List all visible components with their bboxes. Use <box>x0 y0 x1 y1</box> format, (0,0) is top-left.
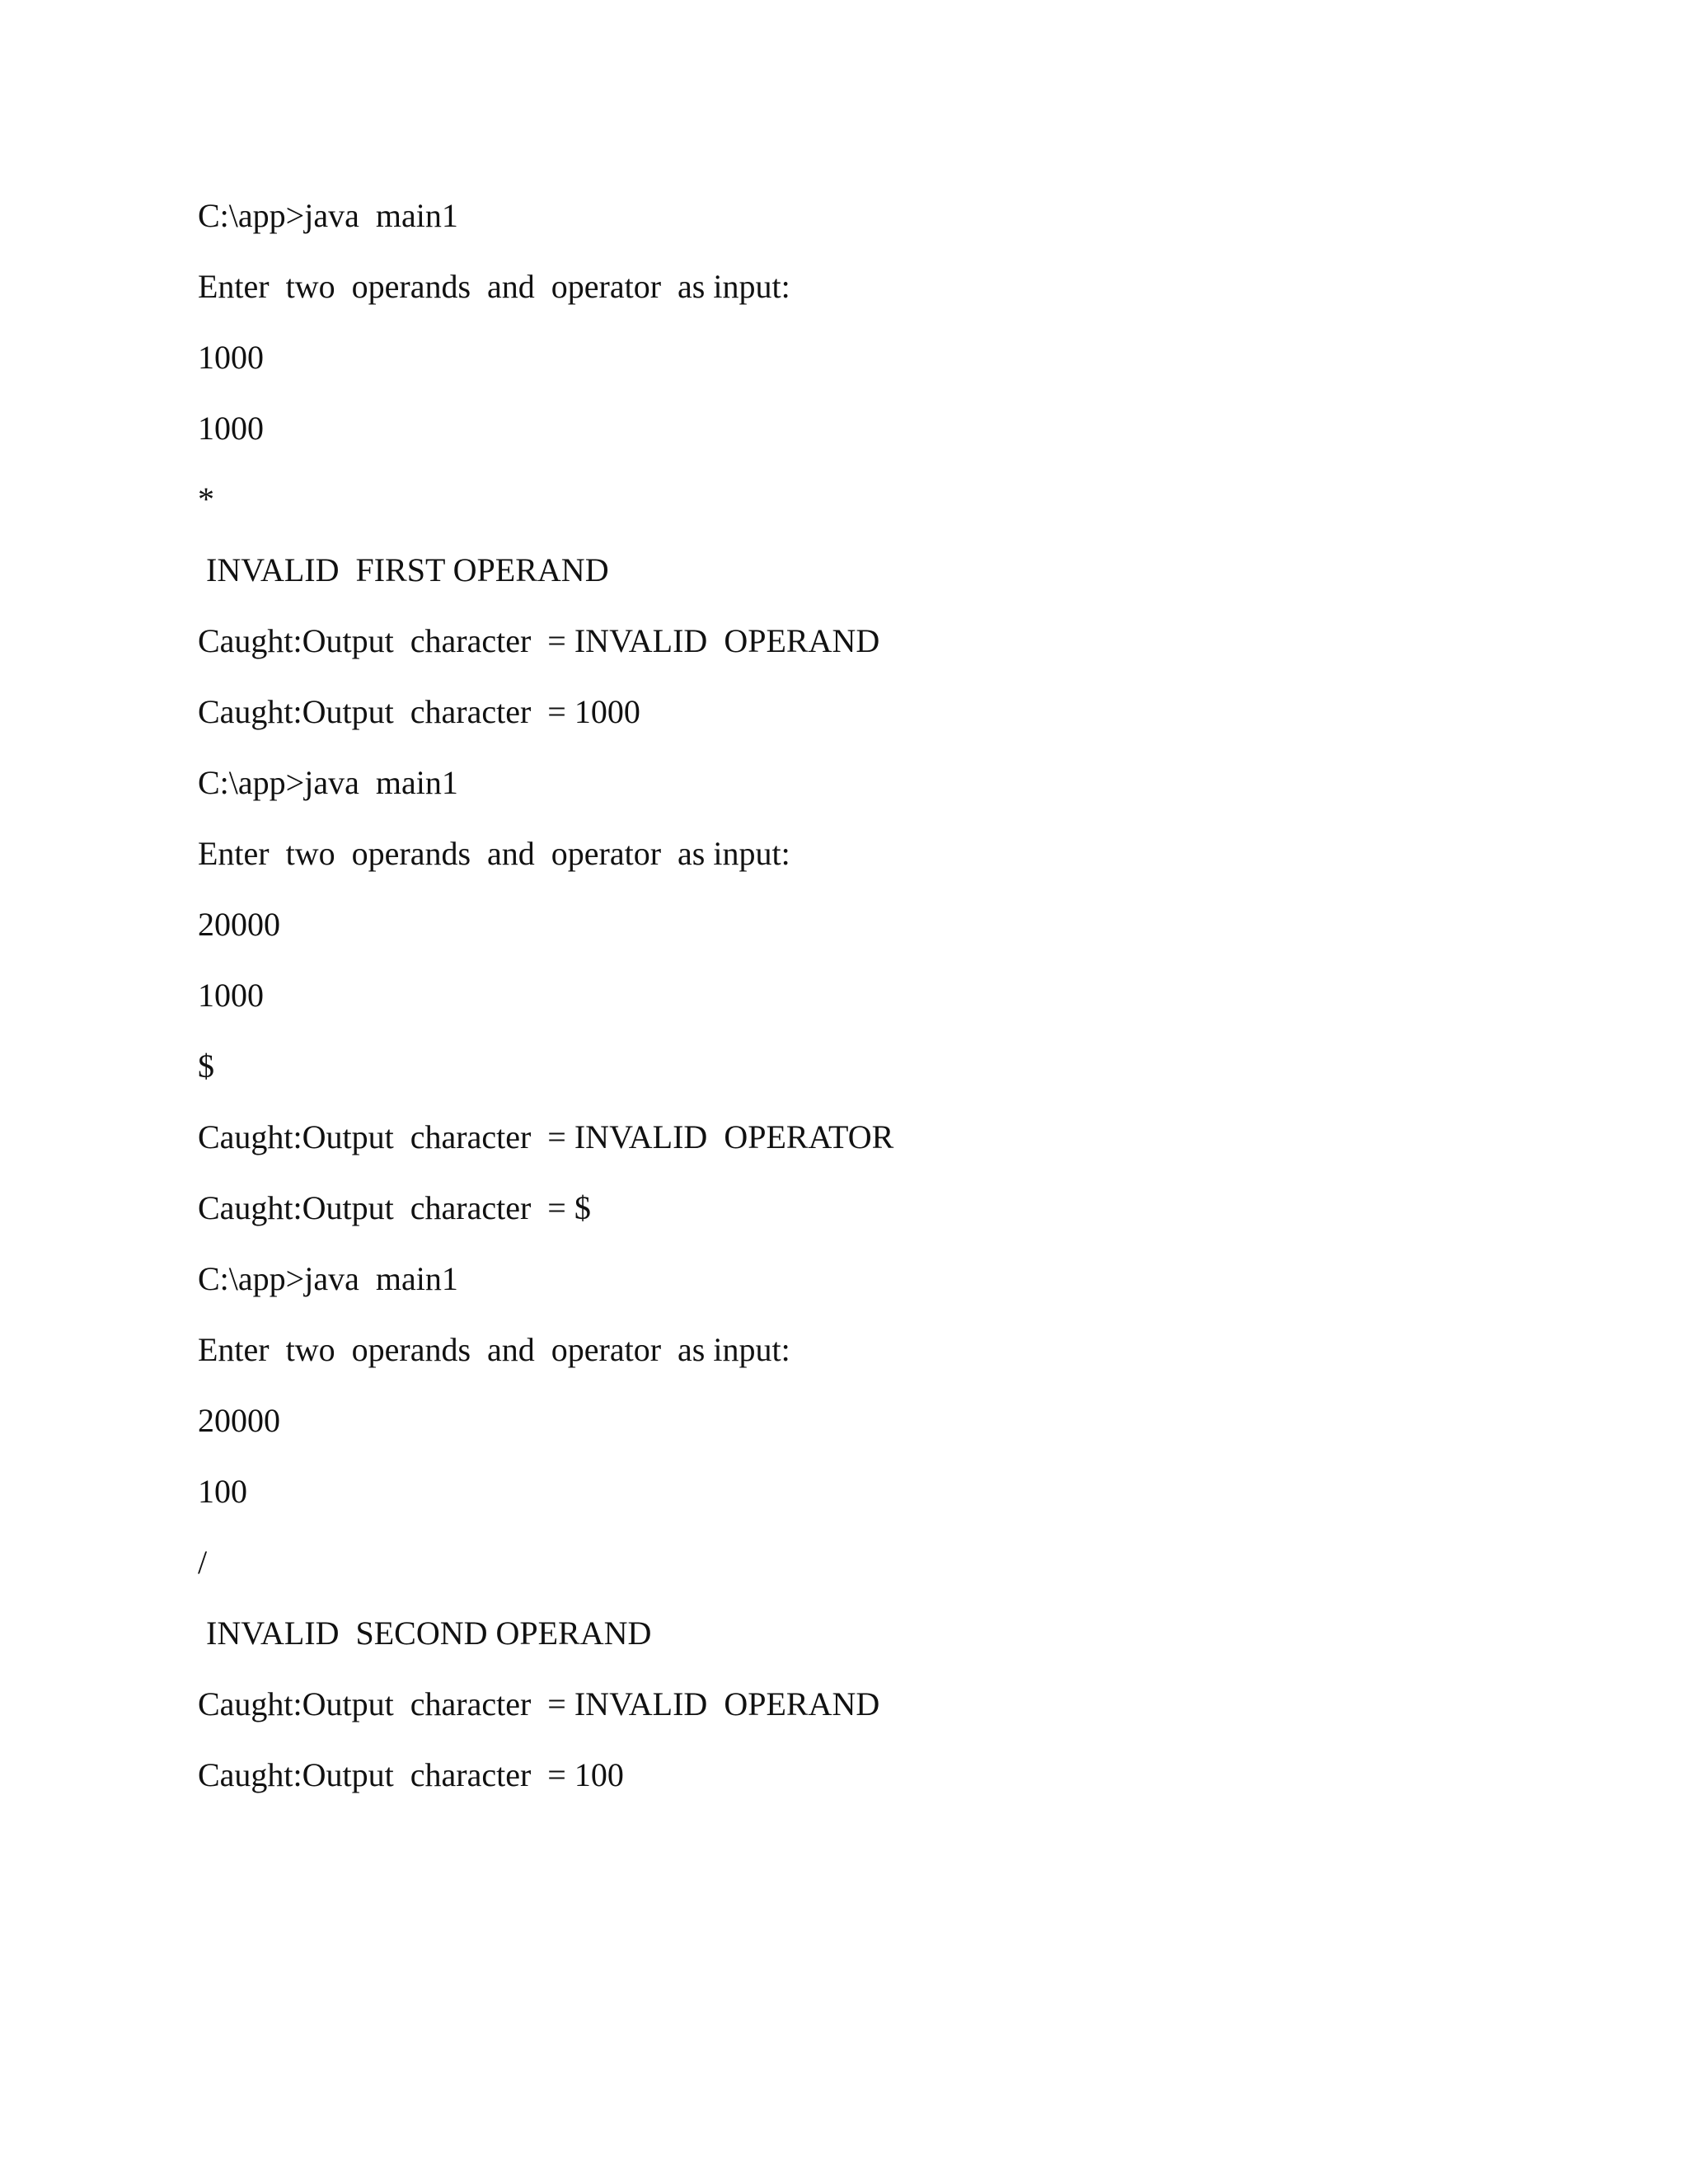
command-line: C:\app>java main1 <box>198 1260 458 1297</box>
prompt-line: Enter two operands and operator as input: <box>198 1331 790 1368</box>
input-line: * <box>198 480 214 518</box>
input-line: 1000 <box>198 410 264 447</box>
error-line: INVALID FIRST OPERAND <box>198 551 609 588</box>
prompt-line: Enter two operands and operator as input: <box>198 268 790 305</box>
input-line: 1000 <box>198 977 264 1014</box>
output-line: Caught:Output character = INVALID OPERATOR <box>198 1118 894 1155</box>
input-line: $ <box>198 1047 214 1085</box>
input-line: 20000 <box>198 906 280 943</box>
command-line: C:\app>java main1 <box>198 197 458 234</box>
input-line: / <box>198 1544 208 1581</box>
output-line: Caught:Output character = INVALID OPERAND <box>198 622 880 659</box>
output-line: Caught:Output character = $ <box>198 1189 591 1226</box>
output-line: Caught:Output character = 100 <box>198 1756 624 1793</box>
command-line: C:\app>java main1 <box>198 764 458 801</box>
error-line: INVALID SECOND OPERAND <box>198 1615 652 1652</box>
console-transcript <box>198 192 893 1822</box>
output-line: Caught:Output character = 1000 <box>198 693 640 730</box>
prompt-line: Enter two operands and operator as input: <box>198 835 790 872</box>
input-line: 100 <box>198 1473 247 1510</box>
output-line: Caught:Output character = INVALID OPERAND <box>198 1685 880 1722</box>
input-line: 1000 <box>198 339 264 376</box>
input-line: 20000 <box>198 1402 280 1439</box>
